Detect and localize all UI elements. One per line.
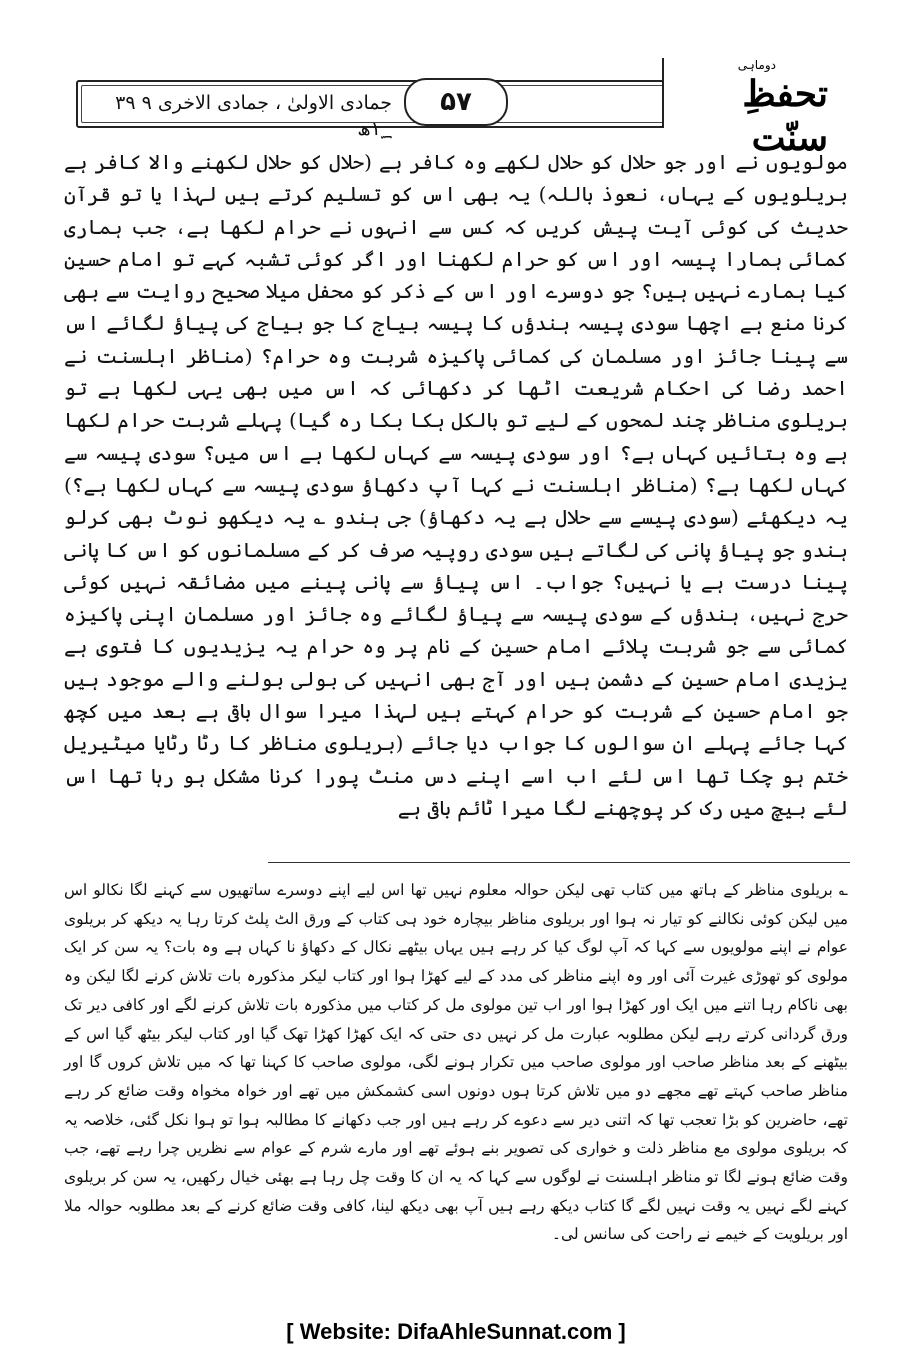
magazine-title: تحفظِ سنّت (742, 73, 828, 159)
page-header (76, 58, 838, 159)
magazine-subtitle: دوماہی (737, 58, 776, 72)
page-number: ۵۷ (440, 87, 472, 117)
article-body: مولویوں نے اور جو حلال کو حلال لکھے وہ کافر ہے (حلال کو حلال لکھنے والا کافر ہے بریلویوں کے یہاں، نعوذ باللہ) یہ بھی اس کو تسلیم کرتے ہیں لہذا یا تو قرآن حدیث کی کوئی آیت پیش کریں کہ کس سے انہوں نے حرام لکھا ہے، جب ہماری کمائی ہمارا پیسہ اور اس کو حرام لکھنا اور اگر کوئی تشبہ کہے تو امام حسین کیا ہمارے نہیں ہیں؟ جو دوسرے اور اس کے ذکر کو محفل میلا صحیح روایت سے بھی کرنا منع ہے اچھا سودی پیسہ ہندؤں کا پیسہ بیاج کا جو بیاج کی پیاؤ لگائے اس سے پینا جائز اور مسلمان کی کمائی پاکیزہ شربت وہ حرام؟ (مناظر اہلسنت نے احمد رضا کی احکام شریعت اٹھا کر دکھائی کہ اس میں بھی یہی لکھا ہے تو بریلوی مناظر چند لمحوں کے لیے تو بالکل ہکا بکا رہ گیا) پہلے شربت حرام لکھا ہے وہ بتائیں کہاں ہے؟ اور سودی پیسہ سے کہاں لکھا ہے اس میں؟ سودی پیسہ سے کہاں لکھا ہے؟ (مناظر اہلسنت نے کہا آپ دکھاؤ سودی پیسہ سے کہاں لکھا ہے؟) یہ دیکھئے (سودی پیسے سے حلال ہے یہ دکھاؤ) جی ہندو ؎ یہ دیکھو نوٹ بھی کرلو ہندو جو پیاؤ پانی کی لگاتے ہیں سودی روپیہ صرف کر کے مسلمانوں کو اس کا پانی پینا درست ہے یا نہیں؟ جواب۔ اس پیاؤ سے پانی پینے میں مضائقہ نہیں کوئی حرج نہیں، ہندؤں کے سودی پیسہ سے پیاؤ لگائے وہ جائز اور مسلمان اپنی پاکیزہ کمائی سے جو شربت پلائے امام حسین کے نام پر وہ حرام یہ یزیدیوں کا فتوی ہے یزیدی امام حسین کے دشمن ہیں اور آج بھی انہیں کی بولی بولنے والے موجود ہیں جو امام حسین کے شربت کو حرام کہتے ہیں لہذا میرا سوال باقی ہے بعد میں کچھ کہا جائے پہلے ان سوالوں کا جواب دیا جائے (بریلوی مناظر کا رٹا رٹایا میٹیریل ختم ہو چکا تھا اس لئے اب اسے اپنے دس منٹ پورا کرنا مشکل ہو رہا تھا اس لئے بیچ میں رک کر پوچھنے لگا میرا ٹائم باقی ہے (64, 150, 849, 820)
magazine-brand (662, 58, 840, 159)
footnote: ؎ بریلوی مناظر کے ہاتھ میں کتاب تھی لیکن حوالہ معلوم نہیں تھا اس لیے اپنے دوسرے ساتھیوں سے کہنے لگا نکالو اس میں لیکن کوئی نکالنے کو تیار نہ ہوا اور بریلوی مناظر بیچارہ خود ہی کتاب کے ورق الٹ پلٹ کرتا رہا یہ دیکھ کر بریلوی عوام نے اپنے مولویوں سے کہا کہ آپ لوگ کیا کر رہے ہیں یہاں بیٹھے نکال کے دکھاؤ نا کہاں ہے وہ بات؟ یہ سن کر ایک مولوی کو تھوڑی غیرت آئی اور وہ اپنے مناظر کی مدد کے لیے کھڑا ہوا اور کتاب لیکر مذکورہ بات تلاش کرنے لگا لیکن وہ بھی ناکام رہا اتنے میں ایک اور کھڑا ہوا اور اب تین مولوی مل کر کتاب میں مذکورہ بات تلاش کرنے لگے اور کافی دیر تک ورق گردانی کرتے رہے لیکن مطلوبہ عبارت مل کر نہیں دی حتی کہ ایک کھڑا کھڑا تھک گیا اور کتاب لیکر بیٹھ گیا اس کے بیٹھنے کے بعد مناظر صاحب اور مولوی صاحب میں تکرار ہونے لگی، مولوی صاحب کا کہنا تھا کہ میں تلاش کروں گا اور مناظر صاحب کہتے تھے مجھے دو میں تلاش کرتا ہوں دونوں اسی کشمکش میں تھے اور خواہ مخواہ وقت ضائع کر رہے تھے، حاضرین کو بڑا تعجب تھا کہ اتنی دیر سے دعوے کر رہے ہیں اور جب دکھانے کا مطالبہ ہوا تو ہوا نکل گئی، خلاصہ یہ کہ بریلوی مولوی مع مناظر ذلت و خواری کی تصویر بنے ہوئے تھے اور مارے شرم کے عوام سے نظریں چرا رہے تھے، جب وقت ضائع ہونے لگا تو مناظر اہلسنت نے لوگوں سے کہا کہ یہ ان کا وقت چل رہا ہے بھئی خیال رکھیں، یہ سن کر بریلوی کہنے لگے نہیں یہ وقت نہیں لگے گا کتاب دیکھ رہے ہیں آپ بھی دیکھ لینا، کافی وقت ضائع کرنے کے بعد مطلوبہ حوالہ ملا اور بریلویت کے خیمے نے راحت کی سانس لی۔ (64, 881, 848, 1244)
website-footer: [ Website: DifaAhleSunnat.com ] (286, 1319, 626, 1344)
page-number-badge (404, 78, 508, 126)
footnote-divider (268, 862, 850, 863)
issue-date: جمادی الاولیٰ ، جمادی الاخری ۹ ۳۹ ۱؁ھ (115, 92, 392, 140)
